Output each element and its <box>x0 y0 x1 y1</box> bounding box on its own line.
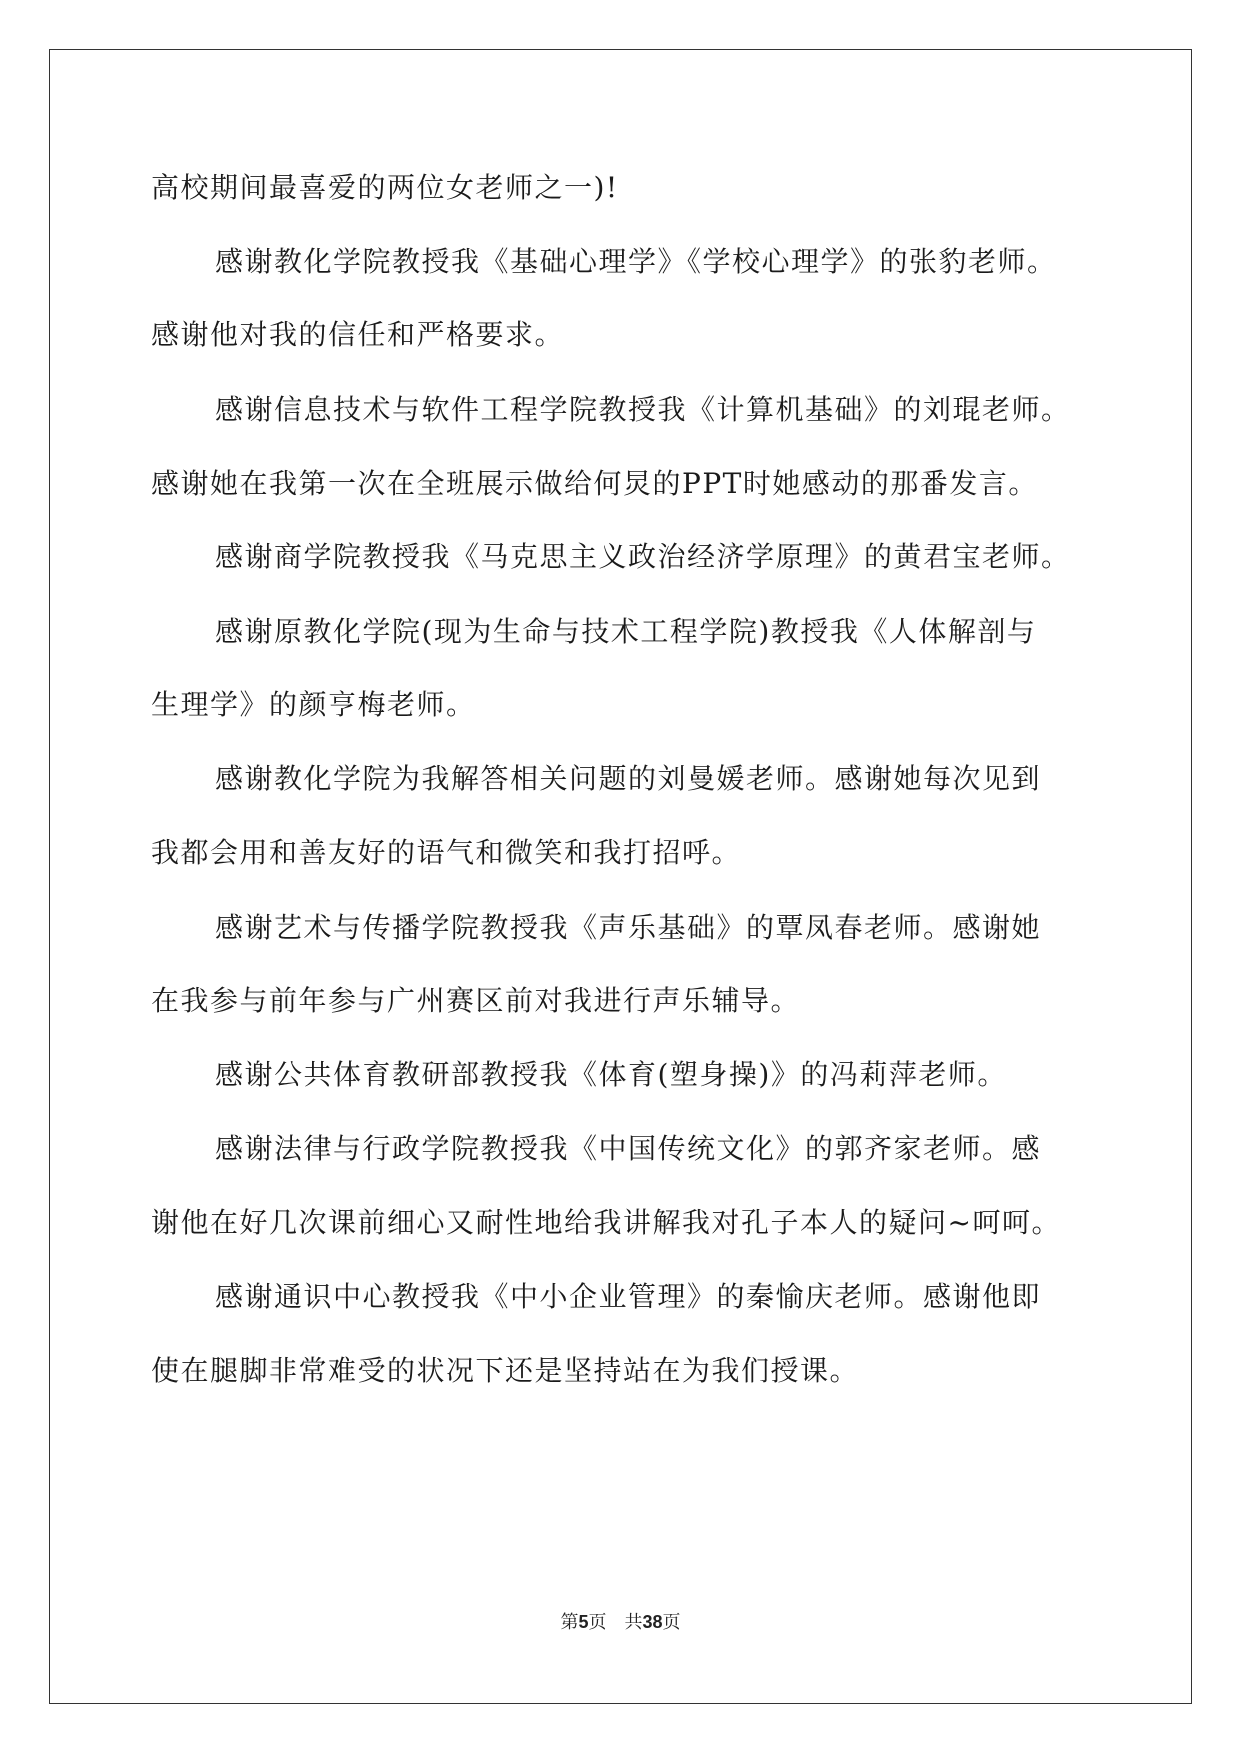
text-line: 感谢她在我第一次在全班展示做给何炅的PPT时她感动的那番发言。 <box>151 467 1038 500</box>
page-border <box>49 49 1192 1704</box>
text-line: 谢他在好几次课前细心又耐性地给我讲解我对孔子本人的疑问~呵呵。 <box>151 1206 1061 1239</box>
text-line: 感谢艺术与传播学院教授我《声乐基础》的覃凤春老师。感谢她 <box>215 911 1042 944</box>
text-line: 感谢原教化学院(现为生命与技术工程学院)教授我《人体解剖与 <box>215 615 1037 648</box>
text-line: 生理学》的颜亨梅老师。 <box>151 688 476 721</box>
page-footer <box>0 1608 1241 1634</box>
total-prefix: 共 <box>624 1612 643 1633</box>
text-line: 我都会用和善友好的语气和微笑和我打招呼。 <box>151 836 742 869</box>
text-line: 感谢教化学院为我解答相关问题的刘曼媛老师。感谢她每次见到 <box>215 762 1042 795</box>
text-line: 感谢公共体育教研部教授我《体育(塑身操)》的冯莉萍老师。 <box>215 1058 1007 1091</box>
text-line: 感谢法律与行政学院教授我《中国传统文化》的郭齐家老师。感 <box>215 1132 1042 1165</box>
text-line: 高校期间最喜爱的两位女老师之一)! <box>151 171 619 204</box>
text-line: 感谢商学院教授我《马克思主义政治经济学原理》的黄君宝老师。 <box>215 540 1071 573</box>
text-line: 使在腿脚非常难受的状况下还是坚持站在为我们授课。 <box>151 1354 860 1387</box>
text-line: 在我参与前年参与广州赛区前对我进行声乐辅导。 <box>151 984 801 1017</box>
page-number: 5 <box>578 1612 589 1632</box>
text-line: 感谢通识中心教授我《中小企业管理》的秦愉庆老师。感谢他即 <box>215 1280 1042 1313</box>
total-suffix: 页 <box>662 1612 681 1633</box>
total-pages: 38 <box>642 1612 663 1632</box>
page-prefix: 第 <box>560 1612 579 1633</box>
text-line: 感谢教化学院教授我《基础心理学》《学校心理学》的张豹老师。 <box>215 245 1057 278</box>
text-line: 感谢信息技术与软件工程学院教授我《计算机基础》的刘琨老师。 <box>215 393 1071 426</box>
text-line: 感谢他对我的信任和严格要求。 <box>151 318 565 351</box>
page-suffix: 页 <box>588 1612 607 1633</box>
